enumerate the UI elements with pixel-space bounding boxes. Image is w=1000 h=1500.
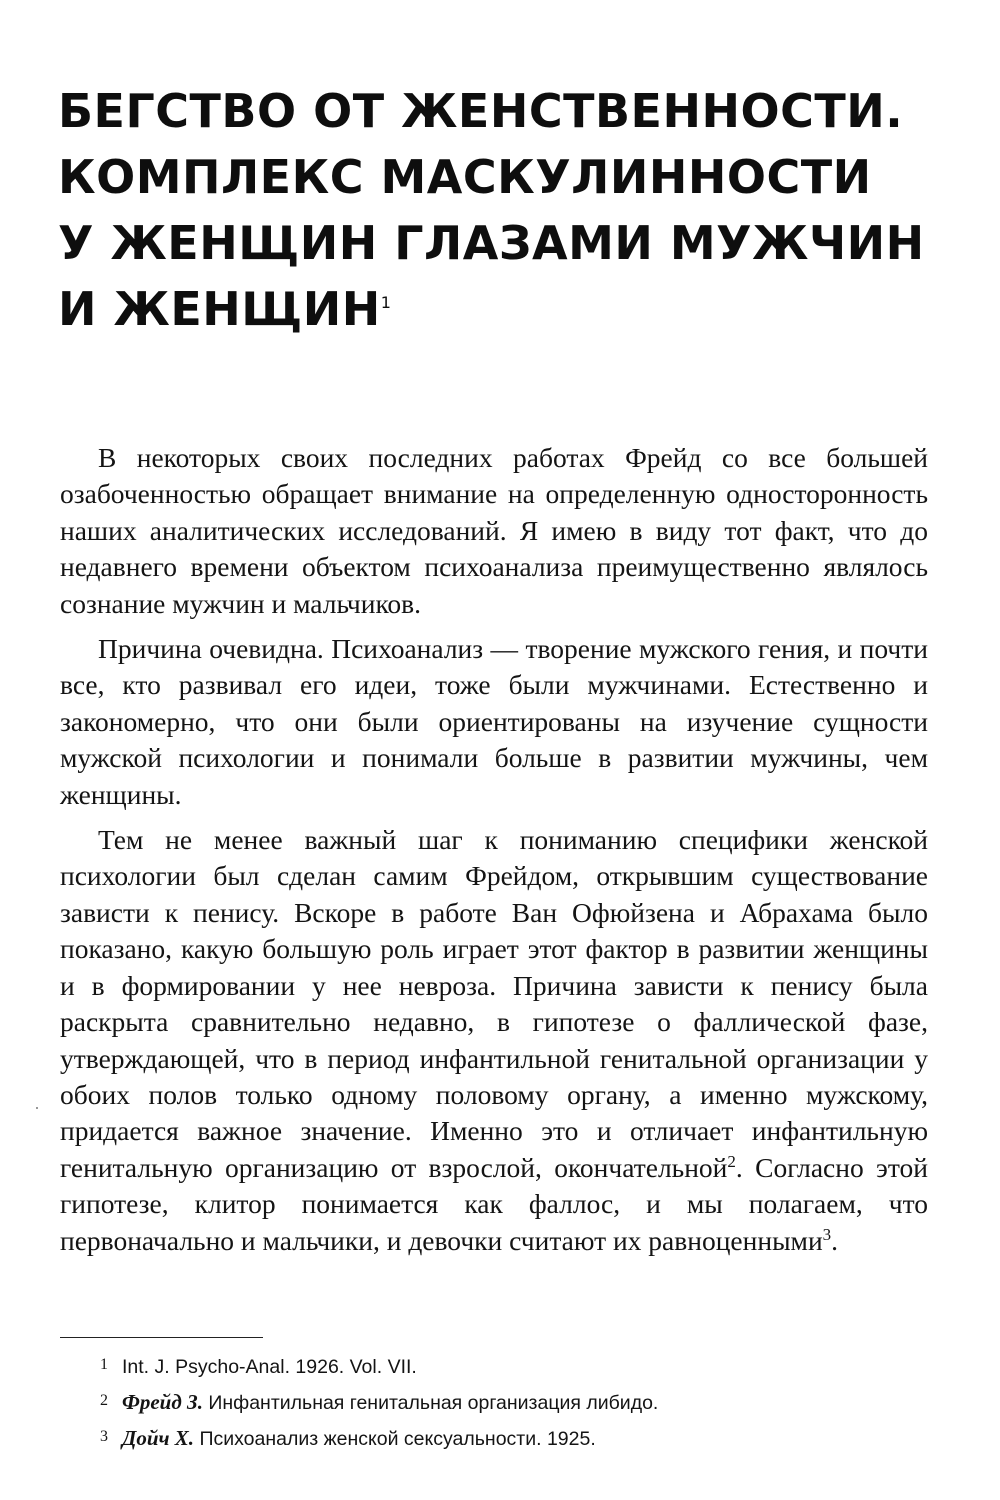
- paragraph-3-part-b: . Согласно этой гипотезе, клитор понимается как фаллос, и мы полагаем, что первоначально и мальчики, и девочки считают их равноценными: [60, 1151, 928, 1256]
- title-footnote-ref[interactable]: 1: [380, 293, 392, 312]
- chapter-title-line-1: БЕГСТВО ОТ ЖЕНСТВЕННОСТИ.: [58, 84, 904, 138]
- paragraph-2: Причина очевидна. Психоанализ — творение мужского гения, и почти все, кто развивал его идеи, тоже были мужчинами. Естественно и закономерно, что они были ориентированы на изучение сущности мужской психологии и понимали больше в развитии мужчины, чем женщины.: [60, 633, 928, 810]
- footnote-2: [100, 1384, 930, 1420]
- footnotes: [100, 1348, 930, 1456]
- chapter-title-line-4-text: И ЖЕНЩИН: [58, 282, 381, 336]
- footnote-number: 2: [100, 1392, 108, 1409]
- paragraph-3: [60, 822, 928, 1259]
- chapter-title: [58, 78, 938, 342]
- footnote-ref-2[interactable]: 2: [727, 1151, 736, 1171]
- footnote-3: [100, 1420, 930, 1456]
- body-text: [60, 440, 928, 1268]
- footnote-divider: [60, 1337, 263, 1338]
- paragraph-3-part-c: .: [831, 1224, 839, 1256]
- paragraph-3-part-a: Тем не менее важный шаг к пониманию специфики женской психологии был сделан самим Фрейдом, открывшим существование зависти к пенису. Вскоре в работе Ван Офюйзена и Абрахама было показано, какую большую роль играет этот фактор в развитии женщины и в формировании у нее невроза. Причина зависти к пенису была раскрыта сравнительно недавно, в гипотезе о фаллической фазе, утверждающей, что в период инфантильной генитальной организации у обоих полов только одному половому органу, а именно мужскому, придается важное значение. Именно это и отличает инфантильную генитальную организацию от взрослой, окончательной: [60, 824, 928, 1183]
- footnote-number: 3: [100, 1428, 108, 1445]
- chapter-title-line-2: КОМПЛЕКС МАСКУЛИННОСТИ: [58, 150, 872, 204]
- footnote-author: Дойч Х.: [122, 1426, 195, 1450]
- footnote-ref-3[interactable]: 3: [822, 1224, 832, 1244]
- footnote-text: Психоанализ женской сексуальности. 1925.: [194, 1428, 596, 1450]
- footnote-text: Int. J. Psycho-Anal. 1926. Vol. VII.: [122, 1356, 417, 1378]
- chapter-title-line-3: У ЖЕНЩИН ГЛАЗАМИ МУЖЧИН: [58, 216, 925, 270]
- chapter-title-line-4: [58, 276, 938, 342]
- print-speck: [36, 1107, 38, 1109]
- paragraph-1: В некоторых своих последних работах Фрейд со все большей озабоченностью обращает внимание на определенную односторонность наших аналитических исследований. Я имею в виду тот факт, что до недавнего времени объектом психоанализа преимущественно являлось сознание мужчин и мальчиков.: [60, 442, 928, 619]
- footnote-text: Инфантильная генитальная организация либидо.: [202, 1392, 659, 1414]
- footnote-1: [100, 1348, 930, 1384]
- footnote-author: Фрейд З.: [122, 1390, 203, 1414]
- footnote-number: 1: [100, 1356, 108, 1373]
